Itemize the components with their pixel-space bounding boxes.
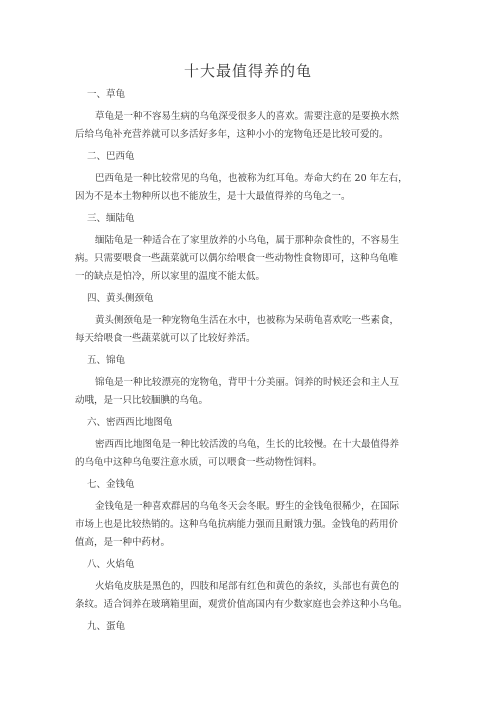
section-heading: 九、蛋龟	[87, 621, 126, 632]
paragraph-line: 病。只需要喂食一些蔬菜就可以偶尔给喂食一些动物性食物即可，这种乌龟唯	[75, 253, 399, 264]
section-heading: 六、密西西比地图龟	[87, 417, 173, 428]
paragraph-line: 一的缺点是怕冷，所以家里的温度不能太低。	[75, 271, 266, 282]
paragraph-line: 值高，是一种中药材。	[75, 537, 171, 548]
section-heading: 三、缅陆龟	[87, 213, 135, 224]
section-heading: 二、巴西龟	[87, 151, 135, 162]
section-heading: 七、金钱龟	[87, 479, 135, 490]
paragraph-line: 条纹。适合饲养在玻璃箱里面，观赏价值高国内有少数家庭也会养这种小乌龟。	[75, 599, 408, 610]
section-paragraph	[75, 170, 435, 206]
paragraph-line: 因为不是本土物种所以也不能放生，是十大最值得养的乌龟之一。	[75, 191, 351, 202]
paragraph-line: 火焰龟皮肤是黑色的，四肢和尾部有红色和黄色的条纹，头部也有黄色的	[95, 581, 400, 592]
paragraph-line: 后给乌龟补充营养就可以多活好多年，这种小小的宠物龟还是比较可爱的。	[75, 129, 389, 140]
paragraph-line: 每天给喂食一些蔬菜就可以了比较好养活。	[75, 333, 256, 344]
paragraph-line: 动哦，是一只比较腼腆的乌龟。	[75, 395, 209, 406]
section-heading: 四、黄头侧颈龟	[87, 293, 154, 304]
section-paragraph	[75, 578, 435, 614]
section-paragraph	[75, 108, 435, 144]
document-title: 十大最值得养的龟	[183, 62, 312, 80]
section-paragraph	[75, 498, 435, 552]
section-paragraph	[75, 374, 435, 410]
paragraph-line: 密西西比地图龟是一种比较活泼的乌龟，生长的比较慢。在十大最值得养	[95, 439, 400, 450]
paragraph-line: 巴西龟是一种比较常见的乌龟，也被称为红耳龟。寿命大约在 20 年左右，	[95, 173, 408, 184]
paragraph-line: 市场上也是比较热销的。这种乌龟抗病能力强而且耐饿力强。金钱龟的药用价	[75, 519, 399, 530]
section-heading: 八、火焰龟	[87, 559, 135, 570]
section-heading: 五、锦龟	[87, 355, 126, 366]
paragraph-line: 的乌龟中这种乌龟要注意水质，可以喂食一些动物性饲料。	[75, 457, 323, 468]
document-body	[75, 86, 435, 640]
paragraph-line: 草龟是一种不容易生病的乌龟深受很多人的喜欢。需要注意的是要换水然	[95, 111, 400, 122]
section-paragraph	[75, 312, 435, 348]
paragraph-line: 锦龟是一种比较漂亮的宠物龟，背甲十分美丽。饲养的时候还会和主人互	[95, 377, 400, 388]
section-paragraph	[75, 436, 435, 472]
section-paragraph	[75, 232, 435, 286]
paragraph-line: 金钱龟是一种喜欢群居的乌龟冬天会冬眠。野生的金钱龟很稀少，在国际	[95, 501, 400, 512]
paragraph-line: 黄头侧颈龟是一种宠物龟生活在水中，也被称为呆萌龟喜欢吃一些素食，	[95, 315, 400, 326]
section-heading: 一、草龟	[87, 89, 126, 100]
paragraph-line: 缅陆龟是一种适合在了家里放养的小乌龟，属于那种杂食性的，不容易生	[95, 235, 400, 246]
